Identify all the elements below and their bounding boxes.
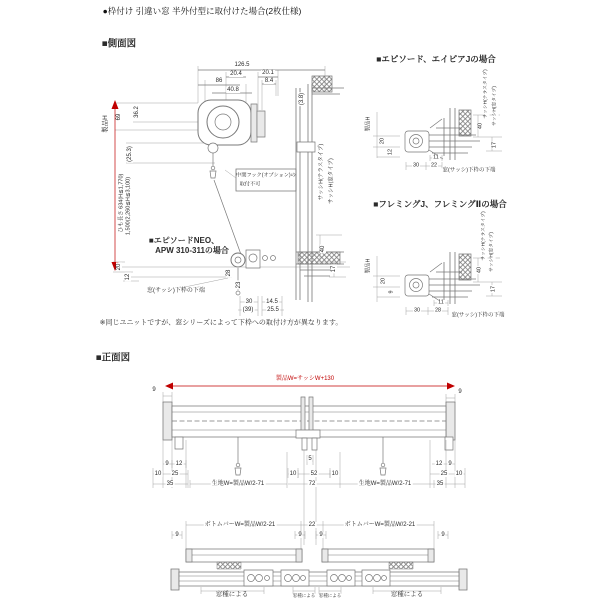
dim-label: 35	[166, 481, 174, 487]
dim-label: 17	[491, 141, 498, 149]
dim-label: 12	[175, 461, 183, 467]
cord-length-label: ひも長さ 634(H≦1,770)	[118, 173, 125, 233]
dim-label: 11	[433, 154, 439, 161]
dim-label: 12	[387, 148, 394, 156]
sash-h-window-label: サッシH(窓タイプ)	[328, 158, 335, 204]
dim-label: 20	[116, 263, 122, 271]
dim-label: 72	[308, 481, 316, 487]
dim-label: 40.8	[227, 87, 239, 93]
dim-label: 40	[476, 266, 483, 274]
dim-label: 28	[226, 269, 232, 277]
sash-h-window-label: サッシH(窓タイプ)	[492, 86, 498, 126]
dim-label: 20	[379, 137, 386, 145]
dim-label: 9	[152, 387, 156, 393]
dim-label: 10	[455, 471, 463, 477]
dim-label: 69	[116, 113, 122, 121]
dim-label: 20.1	[262, 70, 274, 76]
dim-label: 10	[154, 471, 162, 477]
sash-bottom-edge-label: 窓(サッシ)下枠の下端	[451, 312, 505, 319]
dim-label: 20	[380, 277, 387, 285]
dim-label: 9	[165, 461, 169, 467]
dim-label: 23	[236, 281, 242, 289]
detail-heading-episode-apia: ■エピソード、エイピアJの場合	[376, 53, 496, 64]
front-view-heading: ■正面図	[95, 352, 131, 364]
page-title: ●枠付け 引違い窓 半外付型に取付けた場合(2枚仕様)	[102, 5, 302, 16]
dim-label: 14.5	[266, 299, 278, 305]
product-height-label: 製品H	[101, 115, 109, 133]
dim-label: 10	[289, 471, 297, 477]
dim-label: 30	[245, 299, 253, 305]
window-type-label: 窓種による	[390, 590, 424, 598]
dim-label: 12	[435, 461, 443, 467]
dim-label: (25.3)	[127, 146, 133, 162]
dim-label: 40	[477, 122, 484, 130]
fabric-width-formula: 生地W=製品W/2-71	[358, 481, 412, 487]
dim-label: 5	[308, 456, 312, 462]
dim-label: 17	[331, 265, 337, 273]
sash-h-terrace-label: サッシH(テラスタイプ)	[483, 69, 489, 119]
series-label: ■エピソードNEO、	[148, 236, 220, 245]
dim-label: 11	[438, 299, 444, 306]
product-height-label: 製品H	[365, 116, 372, 132]
dim-label: 40	[320, 245, 326, 253]
dim-label: 9	[298, 532, 302, 538]
dim-label: (39)	[242, 307, 254, 313]
dim-label: 9	[319, 532, 323, 538]
dim-label: 35	[436, 481, 444, 487]
sash-h-window-label: サッシH(窓タイプ)	[489, 232, 495, 272]
sash-bottom-edge-label: 窓(サッシ)下枠の下端	[442, 167, 496, 174]
sash-bottom-edge-label: 窓(サッシ)下枠の下端	[147, 288, 205, 294]
fabric-width-formula: 生地W=製品W/2-71	[211, 481, 265, 487]
dim-label: 9	[458, 389, 462, 395]
dim-label: 9	[388, 290, 395, 294]
dim-label: 28	[434, 307, 442, 314]
bottom-bar-formula: ボトムバーW=製品W/2-21	[344, 522, 416, 528]
product-width-formula: 製品W=サッシW+130	[275, 376, 335, 382]
dim-label: 9	[448, 461, 452, 467]
window-type-label: 窓種による	[292, 592, 316, 598]
side-view-heading: ■側面図	[101, 38, 137, 50]
window-type-label: 窓種による	[318, 592, 342, 598]
dim-label: 17	[490, 285, 497, 293]
dim-label: 10	[331, 471, 339, 477]
dim-label: 25	[171, 471, 179, 477]
dim-label: (3.8)	[299, 92, 305, 106]
window-type-label: 窓種による	[215, 590, 249, 598]
dim-label: 30	[412, 162, 420, 169]
dim-label: 25	[440, 471, 448, 477]
footnote: ※同じユニットですが、窓シリーズによって下枠への取付け方が異なります。	[99, 319, 343, 327]
dim-label: 52	[310, 471, 318, 477]
bottom-bar-formula: ボトムバーW=製品W/2-21	[204, 522, 276, 528]
mid-hook-note: 中間フック(オプション)の	[236, 172, 296, 179]
dim-label: 126.5	[234, 62, 250, 68]
dim-label: 22	[308, 522, 316, 528]
dim-label: 30	[413, 307, 421, 314]
dim-label: 12	[125, 273, 131, 281]
dim-label: 20.4	[230, 71, 242, 77]
cord-length-label: 1,500(2,260≦H≦3,100)	[125, 176, 132, 236]
mid-hook-note: 取付不可	[239, 181, 261, 188]
dim-label: 36.2	[134, 106, 140, 118]
sash-h-terrace-label: サッシH(テラスタイプ)	[481, 211, 487, 261]
product-height-label: 製品H	[365, 258, 372, 274]
sash-h-terrace-label: サッシH(テラスタイプ)	[318, 143, 325, 201]
dim-label: 9	[441, 532, 445, 538]
dim-label: 86	[215, 78, 223, 84]
dim-label: 22	[430, 162, 438, 169]
dim-label: 25.5	[267, 307, 279, 313]
series-label: APW 310-311の場合	[155, 246, 229, 255]
dim-label: 8.4	[264, 78, 274, 84]
dim-label: 9	[175, 532, 179, 538]
detail-heading-fleming: ■フレミングJ、フレミングⅡの場合	[373, 198, 507, 209]
